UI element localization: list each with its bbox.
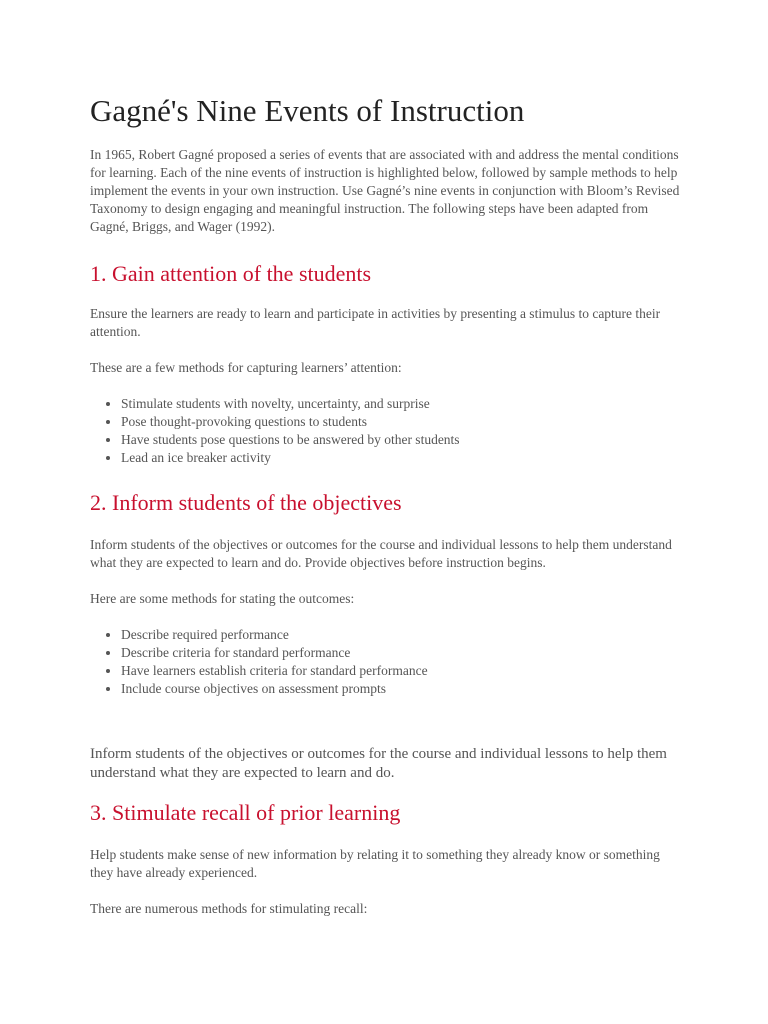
list-item: • Have learners establish criteria for standard performance bbox=[121, 662, 678, 680]
section-1-paragraph-2: These are a few methods for capturing learners’ attention: bbox=[90, 360, 402, 375]
intro-paragraph: In 1965, Robert Gagné proposed a series of events that are associated with and address the mental conditions for learning. Each of the nine events of instruction is highlighted below, followed by sample methods to help implement the events in your own instruction. Use Gagné’s nine events in conjunction with Bloom’s Revised Taxonomy to design engaging and meaningful instruction. The following steps have been adapted from Gagné, Briggs, and Wager (1992). bbox=[90, 147, 680, 234]
section-1-heading: 1. Gain attention of the students bbox=[90, 261, 372, 286]
section-2-paragraph-3: Inform students of the objectives or outcomes for the course and individual lessons to help them understand what they are expected to learn and do. bbox=[90, 746, 667, 781]
list-item: • Have students pose questions to be answered by other students bbox=[121, 431, 678, 449]
section-3-paragraph-2: There are numerous methods for stimulating recall: bbox=[90, 901, 368, 916]
page-title: Gagné's Nine Events of Instruction bbox=[90, 93, 525, 128]
list-item: • Include course objectives on assessment prompts bbox=[121, 680, 678, 698]
section-3-paragraph-1: Help students make sense of new information by relating it to something they already know or something they have already experienced. bbox=[90, 847, 660, 880]
list-item: • Describe criteria for standard performance bbox=[121, 644, 678, 662]
list-item: • Describe required performance bbox=[121, 626, 678, 644]
section-2-paragraph-1: Inform students of the objectives or outcomes for the course and individual lessons to help them understand what they are expected to learn and do. Provide objectives before instruction begins. bbox=[90, 537, 672, 570]
section-3-heading: 3. Stimulate recall of prior learning bbox=[90, 800, 401, 825]
section-1-bullet-list bbox=[90, 395, 678, 467]
list-item: • Pose thought-provoking questions to students bbox=[121, 413, 678, 431]
section-2-heading: 2. Inform students of the objectives bbox=[90, 490, 402, 515]
section-2-bullet-list bbox=[90, 626, 678, 698]
list-item: • Stimulate students with novelty, uncertainty, and surprise bbox=[121, 395, 678, 413]
list-item: • Lead an ice breaker activity bbox=[121, 449, 678, 467]
section-2-paragraph-2: Here are some methods for stating the outcomes: bbox=[90, 591, 355, 606]
section-1-paragraph-1: Ensure the learners are ready to learn and participate in activities by presenting a stimulus to capture their attention. bbox=[90, 306, 661, 339]
